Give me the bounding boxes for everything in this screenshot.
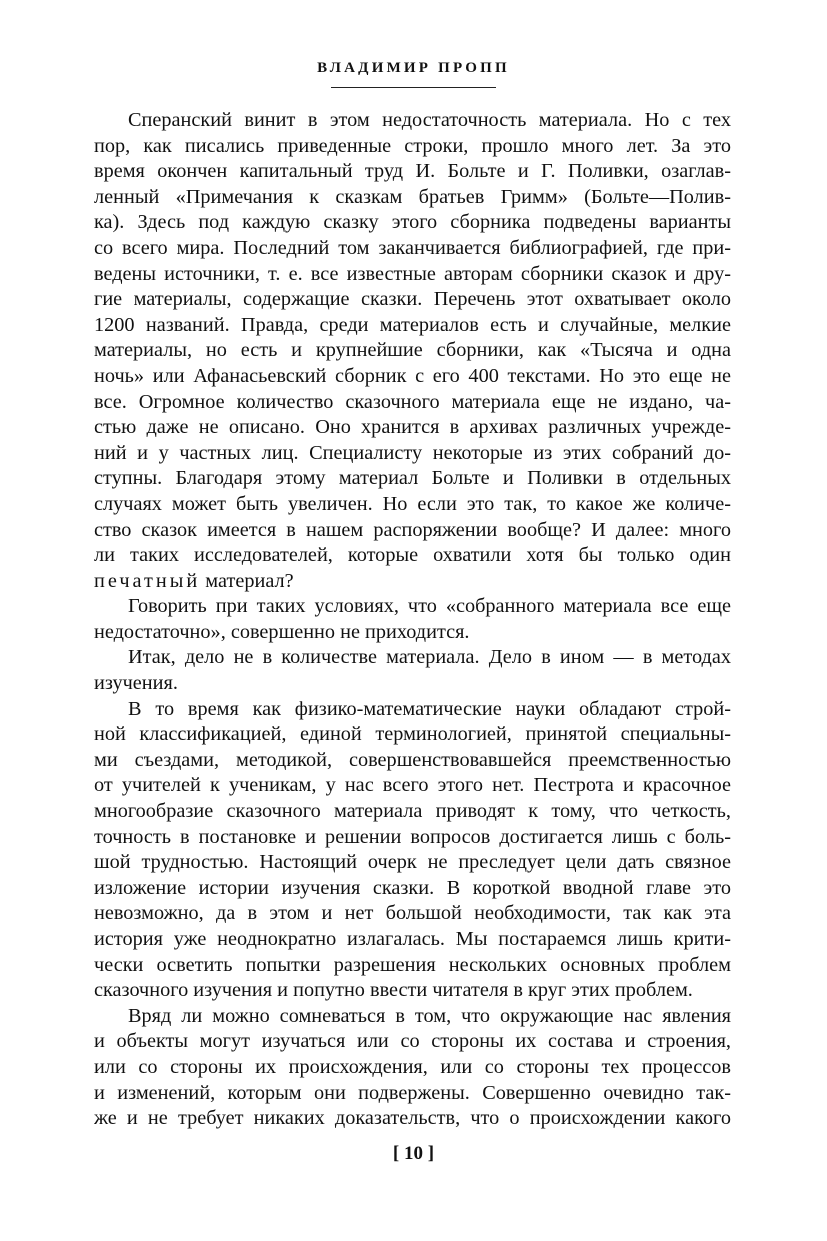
text-line: история уже неоднократно излагалась. Мы постараемся лишь крити-: [94, 928, 731, 950]
text-line: со всего мира. Последний том заканчивается библиографией, где при-: [94, 236, 731, 259]
paragraph-5: [94, 1004, 731, 1132]
spaced-emphasis: печатный: [94, 569, 201, 592]
text-line: точность в постановке и решении вопросов достигается лишь с боль-: [94, 825, 731, 848]
header-rule: [331, 87, 496, 88]
paragraph-3: [94, 645, 731, 696]
text-line: ний и у частных лиц. Специалисту некоторые из этих собраний до-: [94, 441, 731, 464]
text-line: ночь» или Афанасьевский сборник с его 400 текстами. Но это еще не: [94, 364, 731, 387]
text-line: недостаточно», совершенно не приходится.: [94, 620, 470, 643]
text-line: ступны. Благодаря этому материал Больте и Поливки в отдельных: [94, 467, 731, 490]
text-line: В то время как физико-математические науки обладают строй-: [128, 697, 731, 720]
text-line: пор, как писались приведенные строки, прошло много лет. За это: [94, 134, 731, 157]
text-line: и объекты могут изучаться или со стороны их состава и строения,: [94, 1030, 731, 1053]
text-line: время окончен капитальный труд И. Больте и Г. Поливки, озаглав-: [94, 160, 731, 183]
text-line: стью даже не описано. Оно хранится в архивах различных учрежде-: [94, 416, 731, 439]
text-line: ка). Здесь под каждую сказку этого сборника подведены варианты: [94, 211, 731, 234]
text-fragment: материал?: [200, 569, 294, 592]
text-line: шой трудностью. Настоящий очерк не преследует цели дать связное: [94, 851, 731, 874]
text-line: ли таких исследователей, которые охватили хотя бы только один: [94, 544, 731, 567]
text-line: Итак, дело не в количестве материала. Дело в ином — в методах: [128, 646, 731, 669]
paragraph-2: [94, 594, 731, 645]
text-line: Сперанский винит в этом недостаточность материала. Но с тех: [128, 109, 731, 131]
text-line: ми съездами, методикой, совершенствовавшейся преемственностью: [94, 748, 731, 771]
text-line: невозможно, да в этом и нет большой необходимости, так как эта: [94, 902, 731, 925]
running-title: ВЛАДИМИР ПРОПП: [317, 60, 510, 76]
paragraph-4: [94, 697, 731, 1004]
page-number: [ 10 ]: [392, 1143, 435, 1164]
text-line: ной классификацией, единой терминологией, принятой специальны-: [94, 723, 731, 746]
text-line: все. Огромное количество сказочного материала еще не издано, ча-: [94, 390, 731, 413]
text-line: случаях может быть увеличен. Но если это так, то какое же количе-: [94, 492, 731, 515]
text-line: и изменений, которым они подвержены. Совершенно очевидно так-: [94, 1081, 731, 1104]
text-line: ство сказок имеется в нашем распоряжении вообще? И далее: много: [94, 518, 731, 541]
text-line: ленный «Примечания к сказкам братьев Гримм» (Больте—Полив-: [94, 185, 731, 208]
text-line: многообразие сказочного материала приводят к тому, что четкость,: [94, 800, 731, 823]
text-line: [94, 569, 731, 595]
text-line: гие материалы, содержащие сказки. Перечень этот охватывает около: [94, 288, 731, 311]
text-line: или со стороны их происхождения, или со стороны тех процессов: [94, 1055, 731, 1078]
text-line: сказочного изучения и попутно ввести читателя в круг этих проблем.: [94, 979, 693, 1002]
text-line: же и не требует никаких доказательств, что о происхождении какого: [94, 1107, 731, 1130]
text-line: Вряд ли можно сомневаться в том, что окружающие нас явления: [128, 1004, 731, 1027]
text-line: изучения.: [94, 672, 178, 695]
page-body: [94, 108, 731, 1132]
text-line: от учителей к ученикам, у нас всего этого нет. Пестрота и красочное: [94, 774, 731, 797]
text-line: Говорить при таких условиях, что «собранного материала все еще: [128, 595, 731, 618]
text-line: 1200 названий. Правда, среди материалов есть и случайные, мелкие: [94, 313, 731, 336]
text-line: чески осветить попытки разрешения нескольких основных проблем: [94, 953, 731, 976]
text-line: материалы, но есть и крупнейшие сборники, как «Тысяча и одна: [94, 339, 731, 362]
text-line: ведены источники, т. е. все известные авторам сборники сказок и дру-: [94, 262, 731, 285]
text-line: изложение истории изучения сказки. В короткой вводной главе это: [94, 876, 731, 899]
paragraph-1: [94, 108, 731, 594]
